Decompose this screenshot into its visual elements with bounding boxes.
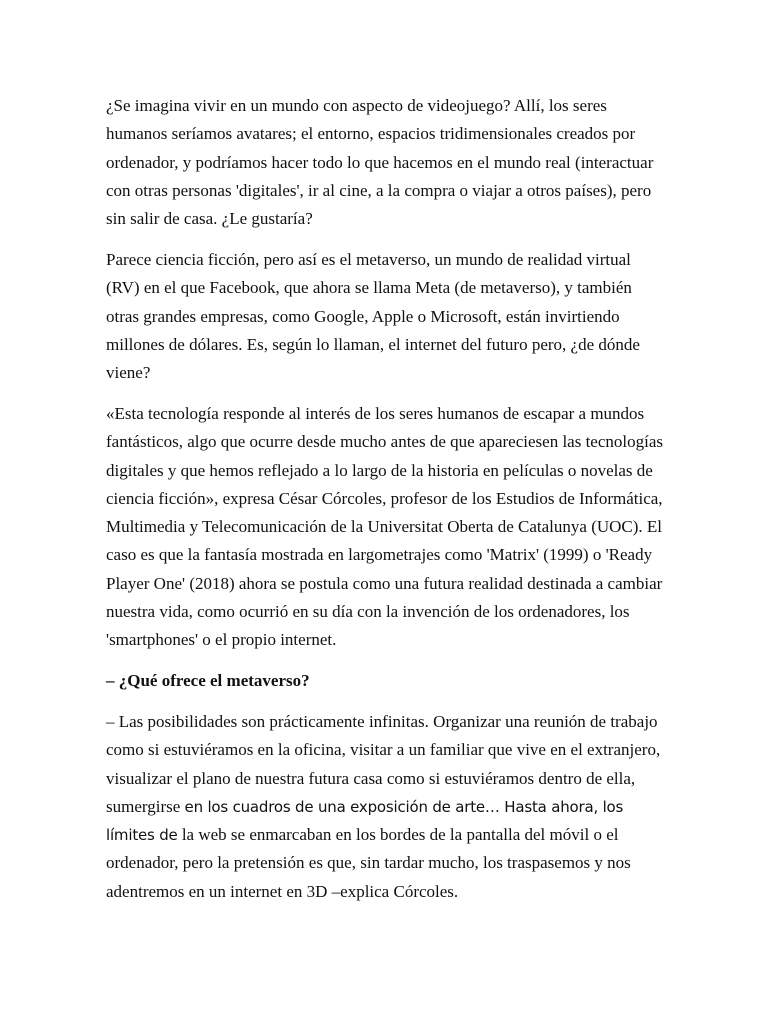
section-heading-question: – ¿Qué ofrece el metaverso? [106,671,310,691]
paragraph-answer-end: la web se enmarcaban en los bordes de la pantalla del móvil o el ordenador, pero la pretensión es que, sin tardar mucho, los traspasemos y nos adentremos en un internet en 3D –explica Córcoles. [106,825,631,901]
document-page [106,92,666,919]
paragraph-answer-alt-font: en los cuadros de una exposición de arte… Hasta ahora, los límites de [106,797,624,845]
paragraph-answer-start: – Las posibilidades son prácticamente infinitas. Organizar una reunión de trabajo como si estuviéramos en la oficina, visitar a un familiar que vive en el extranjero, visualizar el plano de nuestra futura casa como si estuviéramos dentro de ella, sumergirse [106,711,661,816]
paragraph-quote-corcoles: «Esta tecnología responde al interés de los seres humanos de escapar a mundos fantásticos, algo que ocurre desde mucho antes de que apareciesen las tecnologías digitales y que hemos reflejado a lo largo de la historia en películas o novelas de ciencia ficción», expresa César Córcoles, profesor de los Estudios de Informática, Multimedia y Telecomunicación de la Universitat Oberta de Catalunya (UOC). El caso es que la fantasía mostrada en largometrajes como 'Matrix' (1999) o 'Ready Player One' (2018) ahora se postula como una futura realidad destinada a cambiar nuestra vida, como ocurrió en su día con la invención de los ordenadores, los 'smartphones' o el propio internet. [106,403,663,650]
paragraph-metaverse-definition: Parece ciencia ficción, pero así es el metaverso, un mundo de realidad virtual (RV) en el que Facebook, que ahora se llama Meta (de metaverso), y también otras grandes empresas, como Google, Apple o Microsoft, están invirtiendo millones de dólares. Es, según lo llaman, el internet del futuro pero, ¿de dónde viene? [106,249,640,383]
paragraph-intro: ¿Se imagina vivir en un mundo con aspecto de videojuego? Allí, los seres humanos seríamos avatares; el entorno, espacios tridimensionales creados por ordenador, y podríamos hacer todo lo que hacemos en el mundo real (interactuar con otras personas 'digitales', ir al cine, a la compra o viajar a otros países), pero sin salir de casa. ¿Le gustaría? [106,96,654,229]
paragraph-answer [106,708,666,906]
